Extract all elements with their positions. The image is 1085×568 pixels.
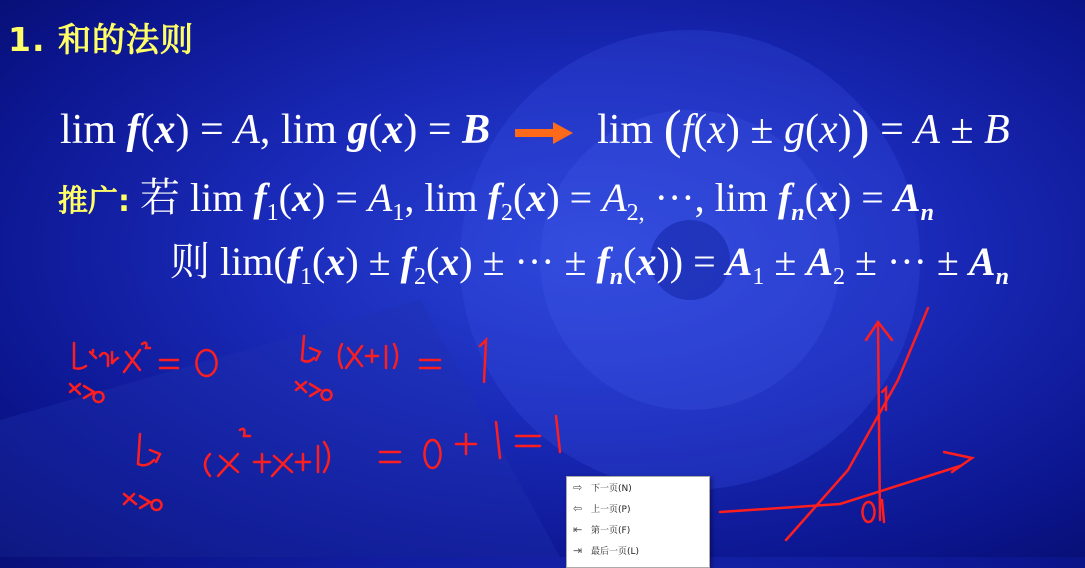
menu-item-label: 上一页(P) xyxy=(591,505,631,515)
slide-title: 1. 和的法则 xyxy=(8,20,194,59)
formula-line-2: 推广: 若 $\lim f_1(x) = A_1$, $\lim f_2(x) = A_{2,}$ ···, $\lim f_n(x) = A_n$ xyxy=(58,175,934,226)
arrow-left-icon: ⇦ xyxy=(573,502,583,515)
arrow-first-icon: ⇤ xyxy=(573,523,583,536)
generalization-label: 推广: xyxy=(58,184,130,219)
ink-lim-1 xyxy=(74,343,86,369)
menu-item-next[interactable] xyxy=(567,477,709,498)
context-menu xyxy=(566,476,710,568)
formula-line-1: lim f(x) = A, lim g(x) = B lim (f(x) ± g(x)) = A ± B xyxy=(60,99,1010,159)
menu-item-first[interactable] xyxy=(567,519,709,540)
menu-item-label: 下一页(N) xyxy=(591,484,632,494)
arrow-right-icon: ⇨ xyxy=(573,481,583,494)
menu-item-last[interactable] xyxy=(567,540,709,561)
menu-item-label: 第一页(F) xyxy=(591,526,631,536)
menu-item-label: 最后一页(L) xyxy=(591,547,640,557)
formula-line-3: 则 $\lim(f_1(x) \pm f_2(x)$ ± ··· ± $f_n(x)) = A_1 \pm A_2$ ± ··· ± $A_n$ xyxy=(170,239,1009,290)
arrow-last-icon: ⇥ xyxy=(573,544,583,557)
menu-item-previous[interactable] xyxy=(567,498,709,519)
